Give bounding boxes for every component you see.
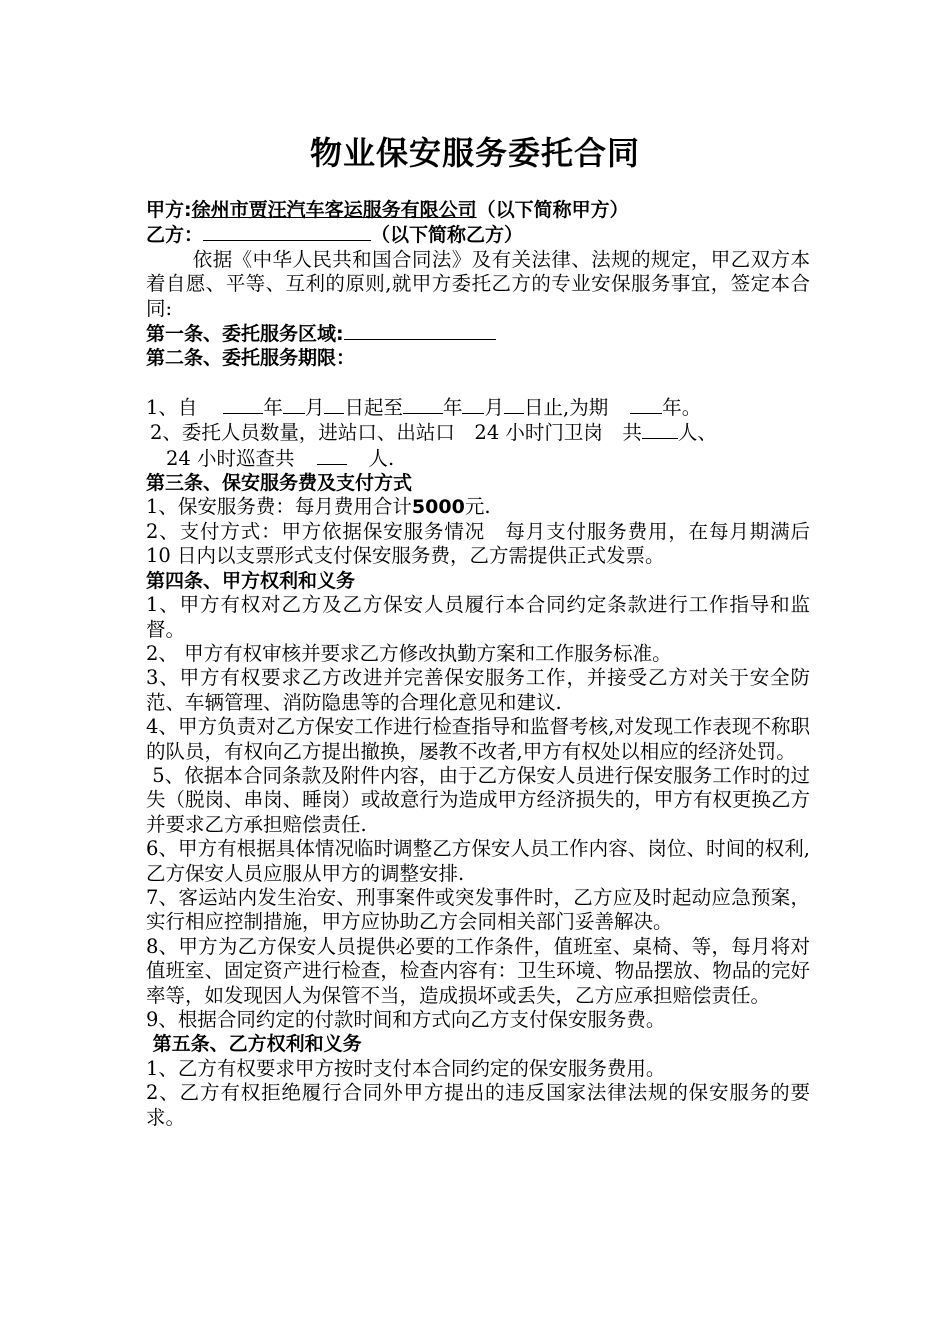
article4-item: 6、甲方有根据具体情况临时调整乙方保安人员工作内容、岗位、时间的权利,乙方保安人员应服从甲方的调整安排. <box>146 837 810 885</box>
article5-item: 1、乙方有权要求甲方按时支付本合同约定的保安服务费用。 <box>146 1056 666 1080</box>
article4-item: 1、甲方有权对乙方及乙方保安人员履行本合同约定条款进行工作指导和监督。 <box>146 593 810 641</box>
article4-item: 4、甲方负责对乙方保安工作进行检查指导和监督考核,对发现工作表现不称职的队员，有权向乙方提出撤换，屡教不改者,甲方有权处以相应的经济处罚。 <box>146 715 810 763</box>
article4-heading: 第四条、甲方权利和义务 <box>146 569 356 592</box>
month-label: 月 <box>304 395 325 419</box>
spacer <box>146 371 810 395</box>
article4-item: 9、根据合同约定的付款时间和方式向乙方支付保安服务费。 <box>146 1008 666 1031</box>
party-a-name: 徐州市贾汪汽车客运服务有限公司 <box>191 199 477 221</box>
term-start-label: 1、自 <box>146 395 198 419</box>
article4-item: 2、 甲方有权审核并要求乙方修改执勤方案和工作服务标准。 <box>146 641 672 665</box>
intro-paragraph: 依据《中华人民共和国合同法》及有关法律、法规的规定，甲乙双方本着自愿、平等、互利的原则,就甲方委托乙方的专业安保服务事宜，签定本合同: <box>146 247 810 320</box>
day-end-label: 日止,为期 <box>524 395 609 419</box>
party-b-suffix: （以下简称乙方） <box>371 224 524 247</box>
article4-item: 7、客运站内发生治安、刑事案件或突发事件时，乙方应及时起动应急预案，实行相应控制措施，甲方应协助乙方会同相关部门妥善解决。 <box>146 885 810 934</box>
article4-item: 8、甲方为乙方保安人员提供必要的工作条件，值班室、桌椅、等，每月将对值班室、固定资产进行检查，检查内容有：卫生环境、物品摆放、物品的完好率等，如发现因人为保管不当，造成损坏或丢失，乙方应承担赔偿责任。 <box>146 934 810 1007</box>
year-label: 年 <box>263 395 283 419</box>
fee-unit: 元. <box>464 495 491 519</box>
end-day-blank <box>504 395 524 414</box>
party-a-suffix: （以下简称甲方） <box>476 199 629 221</box>
term-years-blank <box>630 395 662 414</box>
article2-heading: 第二条、委托服务期限： <box>146 347 356 370</box>
gate-staff-blank <box>642 420 678 439</box>
party-a-line <box>146 198 810 222</box>
article2-item2-cont <box>146 446 810 471</box>
document-title: 物业保安服务委托合同 <box>309 134 640 172</box>
article4-item: 3、甲方有权要求乙方改进并完善保安服务工作，并接受乙方对关于安全防范、车辆管理、消防隐患等的合理化意见和建议. <box>146 666 810 714</box>
article3-item2: 2、支付方式：甲方依据保安服务情况 每月支付服务费用，在每月期满后 10 日内以支票形式支付保安服务费，乙方需提供正式发票。 <box>146 519 830 568</box>
patrol-staff-blank <box>317 446 347 465</box>
party-b-label: 乙方： <box>146 224 204 247</box>
persons-label: 人、 <box>677 421 717 445</box>
party-a-label: 甲方: <box>146 199 192 221</box>
fee-amount: 5000 <box>411 496 465 519</box>
article5-heading: 第五条、乙方权利和义务 <box>146 1033 362 1056</box>
year-label-2: 年 <box>442 395 463 419</box>
patrol-persons-label: 人. <box>368 446 395 470</box>
article5-item: 2、乙方有权拒绝履行合同外甲方提出的违反国家法律法规的保安服务的要求。 <box>146 1081 810 1129</box>
article4-item: 5、依据本合同条款及附件内容，由于乙方保安人员进行保安服务工作时的过失（脱岗、串岗、睡岗）或故意行为造成甲方经济损失的，甲方有权更换乙方并要求乙方承担赔偿责任. <box>146 763 810 836</box>
month-label-2: 月 <box>484 395 504 419</box>
patrol-text: 24 小时巡查共 <box>166 446 295 470</box>
day-to-label: 日起至 <box>344 395 403 419</box>
party-b-blank <box>203 222 371 241</box>
start-year-blank <box>223 395 263 414</box>
service-area-blank <box>344 321 496 340</box>
article1-heading: 第一条、委托服务区域: <box>146 323 344 346</box>
staff-count-text: 2、委托人员数量，进站口、出站口 24 小时门卫岗 共 <box>150 421 642 445</box>
article2-item2 <box>146 420 810 445</box>
fee-text: 1、保安服务费：每月费用合计 <box>146 495 412 519</box>
document-body <box>146 198 830 1130</box>
end-month-blank <box>462 395 484 414</box>
article1-line <box>146 321 810 346</box>
end-year-blank <box>403 395 443 414</box>
start-month-blank <box>283 395 305 414</box>
article2-item1 <box>146 395 810 420</box>
article3-heading: 第三条、保安服务费及支付方式 <box>146 472 413 495</box>
start-day-blank <box>324 395 344 414</box>
party-b-line <box>146 222 810 247</box>
article3-item1 <box>146 495 810 519</box>
term-end-label: 年。 <box>662 395 702 419</box>
